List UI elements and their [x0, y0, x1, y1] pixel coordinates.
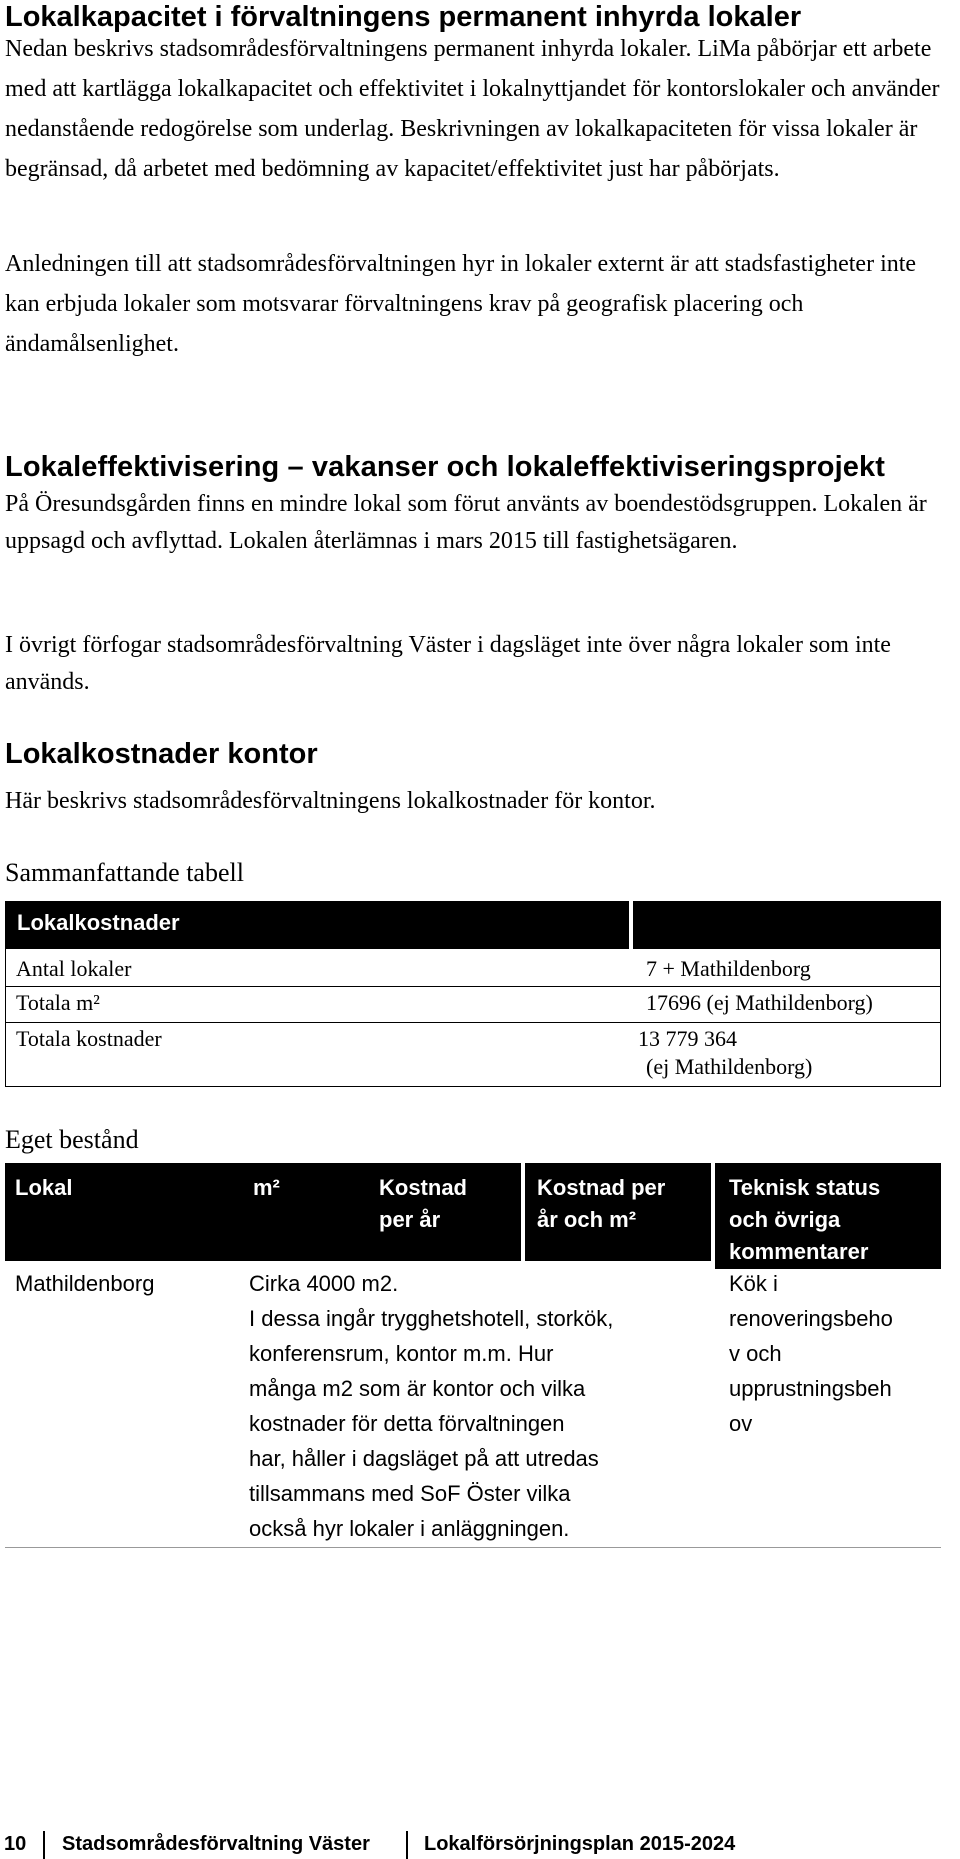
paragraph-lokalkapacitet-1: Nedan beskrivs stadsområdesförvaltningens permanent inhyrda lokaler. LiMa påbörjar ett arbete med att kartlägga lokalkapacitet och effektivitet i lokalnyttjandet för kontorslokaler och använder nedanstående redogörelse som underlag. Beskrivningen av lokalkapaciteten för vissa lokaler är begränsad, då arbetet med bedömning av kapacitet/effektivitet just har påbörjats. — [5, 36, 940, 182]
row-value-antal-lokaler: 7 + Mathildenborg — [646, 956, 811, 981]
cell-status — [729, 1266, 893, 1441]
footer-divider — [43, 1831, 45, 1859]
paragraph-lokalkostnader: Här beskrivs stadsområdesförvaltningens lokalkostnader för kontor. — [5, 788, 656, 814]
row-label-antal-lokaler: Antal lokaler — [16, 956, 132, 981]
paragraph-lokaleffektivisering-2: I övrigt förfogar stadsområdesförvaltning Väster i dagsläget inte över några lokaler som inte används. — [5, 632, 891, 695]
description-line: kostnader för detta förvaltningen — [249, 1411, 565, 1436]
footer-page-number: 10 — [4, 1833, 27, 1855]
description-line: har, håller i dagsläget på att utredas — [249, 1446, 599, 1471]
status-line: renoveringsbeho — [729, 1306, 893, 1331]
cell-lokal: Mathildenborg — [15, 1271, 155, 1296]
row-label-totala-m2: Totala m² — [16, 990, 100, 1015]
summary-header-label: Lokalkostnader — [17, 910, 180, 935]
heading-lokalkostnader-kontor: Lokalkostnader kontor — [5, 738, 318, 770]
footer-document-title: Lokalförsörjningsplan 2015-2024 — [424, 1833, 736, 1855]
header-lokal: Lokal — [15, 1175, 73, 1200]
own-stock-title: Eget bestånd — [5, 1125, 139, 1154]
description-line: många m2 som är kontor och vilka — [249, 1376, 586, 1401]
own-stock-header-status — [715, 1163, 941, 1269]
footer-organization: Stadsområdesförvaltning Väster — [62, 1833, 370, 1855]
header-kostnad-per-ar-line2: per år — [379, 1207, 441, 1232]
heading-lokaleffektivisering: Lokaleffektivisering – vakanser och lokaleffektiviseringsprojekt — [5, 451, 885, 483]
header-status-line2: och övriga — [729, 1207, 841, 1232]
row-label-totala-kostnader: Totala kostnader — [16, 1026, 162, 1051]
paragraph-lokaleffektivisering-1: På Öresundsgården finns en mindre lokal som förut använts av boendestödsgruppen. Lokalen är uppsagd och avflyttad. Lokalen återlämnas i mars 2015 till fastighetsägaren. — [5, 491, 927, 554]
header-kostnad-per-ar-line1: Kostnad — [379, 1175, 467, 1200]
summary-table-title: Sammanfattande tabell — [5, 858, 244, 887]
description-line: konferensrum, kontor m.m. Hur — [249, 1341, 554, 1366]
header-kostnad-m2-line2: år och m² — [537, 1207, 637, 1232]
status-line: upprustningsbeh — [729, 1376, 892, 1401]
row-divider — [6, 1022, 940, 1023]
header-status-line1: Teknisk status — [729, 1175, 881, 1200]
description-line: också hyr lokaler i anläggningen. — [249, 1516, 570, 1541]
row-divider — [6, 986, 940, 987]
status-line: ov — [729, 1411, 753, 1436]
description-line: Cirka 4000 m2. — [249, 1271, 399, 1296]
table-bottom-rule — [5, 1547, 941, 1548]
summary-table-body — [5, 949, 941, 1087]
own-stock-header-main — [5, 1163, 521, 1261]
summary-table-header — [5, 901, 629, 949]
row-value-totala-m2: 17696 (ej Mathildenborg) — [646, 990, 873, 1015]
status-line: v och — [729, 1341, 782, 1366]
own-stock-header-cost-m2 — [525, 1163, 711, 1261]
header-status-line3: kommentarer — [729, 1239, 869, 1264]
row-value-totala-kostnader-note: (ej Mathildenborg) — [646, 1054, 813, 1079]
header-m2: m² — [253, 1175, 280, 1200]
heading-lokalkapacitet: Lokalkapacitet i förvaltningens permanent inhyrda lokaler — [5, 1, 802, 33]
status-line: Kök i — [729, 1271, 778, 1296]
header-kostnad-m2-line1: Kostnad per — [537, 1175, 666, 1200]
description-line: tillsammans med SoF Öster vilka — [249, 1481, 571, 1506]
paragraph-lokalkapacitet-2: Anledningen till att stadsområdesförvaltningen hyr in lokaler externt är att stadsfastigheter inte kan erbjuda lokaler som motsvarar förvaltningens krav på geografisk placering och ändamålsenlighet. — [5, 251, 917, 357]
row-value-totala-kostnader: 13 779 364 — [638, 1026, 737, 1051]
description-line: I dessa ingår trygghetshotell, storkök, — [249, 1306, 614, 1331]
footer-divider — [406, 1831, 408, 1859]
summary-table-header-empty — [633, 901, 941, 949]
cell-description — [249, 1266, 613, 1546]
